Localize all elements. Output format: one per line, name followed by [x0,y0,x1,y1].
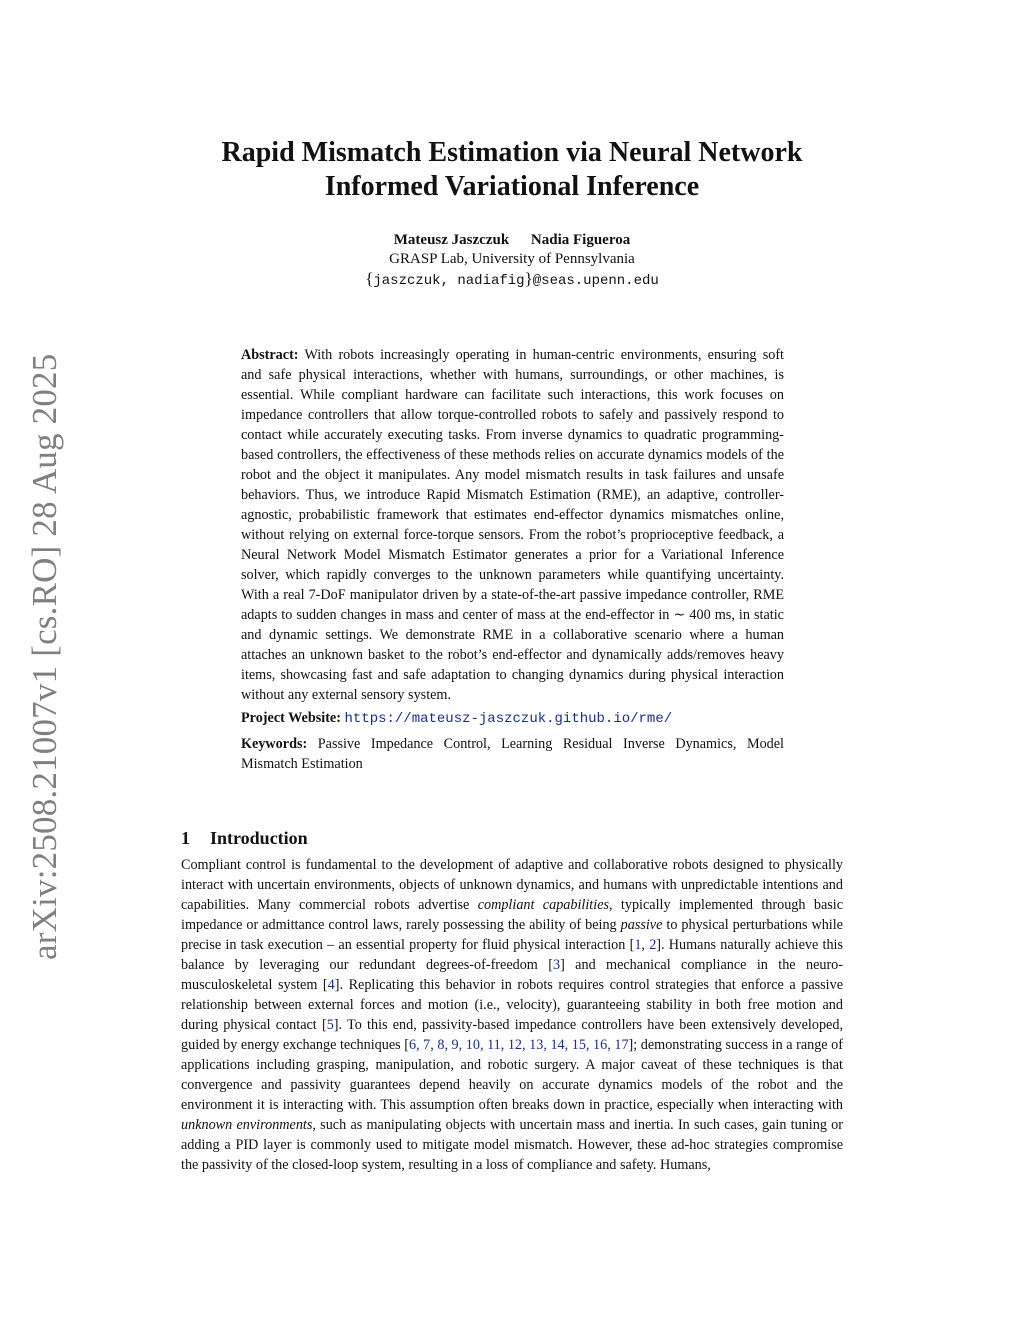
section-heading-introduction [181,827,308,849]
email-domain: @seas.upenn.edu [532,273,659,289]
author-name: Mateusz Jaszczuk [393,232,510,248]
email-brace-open: { [365,269,374,288]
author-names [100,231,924,250]
abstract-text: With robots increasingly operating in human-centric environments, ensuring soft and safe physical interactions, whether with humans, surroundings, or other machines, is essential. While compliant hardware can facilitate such interactions, this work focuses on impedance controllers that allow torque-controlled robots to safely and passively respond to contact while accurately executing tasks. From inverse dynamics to quadratic programming-based controllers, the effectiveness of these methods relies on accurate dynamics models of the robot and the object it manipulates. Any model mismatch results in task failures and unsafe behaviors. Thus, we introduce Rapid Mismatch Estimation (RME), an adaptive, controller-agnostic, probabilistic framework that estimates end-effector dynamics mismatches online, without relying on external force-torque sensors. From the robot’s proprioceptive feedback, a Neural Network Model Mismatch Estimator generates a prior for a Variational Inference solver, which rapidly converges to the unknown parameters while quantifying uncertainty. With a real 7-DoF manipulator driven by a state-of-the-art passive impedance controller, RME adapts to sudden changes in mass and center of mass at the end-effector in [241,347,784,623]
intro-text: ]. Humans naturally achieve this balance by leveraging our redundant degrees-of-freedom [ [181,937,843,973]
abstract-label: Abstract: [241,347,299,363]
citation-link[interactable]: 1 [634,937,642,953]
keywords [241,734,784,774]
project-website [241,708,784,729]
keywords-label: Keywords: [241,736,308,752]
paper-title [100,136,924,204]
abstract-section [241,345,784,774]
author-affiliation: GRASP Lab, University of Pennsylvania [389,251,635,267]
intro-text: , [641,937,650,953]
title-line-2: Informed Variational Inference [324,171,700,202]
introduction-paragraph [181,855,843,1175]
citation-link-group[interactable]: 6, 7, 8, 9, 10, 11, 12, 13, 14, 15, 16, 17 [408,1037,629,1053]
citation-link[interactable]: 2 [649,937,657,953]
citation-link[interactable]: 4 [327,977,335,993]
intro-emphasis: passive [620,917,663,933]
author-name: Nadia Figueroa [530,232,631,248]
email-brace-close: } [524,269,533,288]
intro-text: ] and mechanical compliance in the neuro-musculoskeletal system [ [181,957,843,993]
intro-text: ]; demonstrating success in a range of applications including grasping, manipulation, and robotic surgery. A major caveat of these techniques is that convergence and passivity guarantees depend heavily on accurate dynamics models of the robot and the environment it is interacting with. This assumption often breaks down in practice, especially when interacting with [181,1037,843,1113]
citation-link[interactable]: 5 [326,1017,334,1033]
intro-emphasis: compliant capabilities [477,897,610,913]
intro-text: , such as manipulating objects with uncertain mass and inertia. In such cases, gain tuning or adding a PID layer is commonly used to mitigate model mismatch. However, these ad-hoc strategies compromise the passivity of the closed-loop system, resulting in a loss of compliance and safety. Humans, [181,1117,843,1173]
intro-text: , typically implemented through basic impedance or admittance control laws, rarely possessing the ability of being [181,897,844,933]
intro-text: ]. To this end, passivity-based impedance controllers have been extensively developed, guided by energy exchange techniques [ [181,1017,843,1053]
abstract-text: ms, in static and dynamic settings. We demonstrate RME in a collaborative scenario where a human attaches an unknown basket to the robot’s end-effector and dynamically adds/removes heavy items, showcasing fast and safe adaptation to changing dynamics during physical interaction without any external sensory system. [241,607,784,703]
author-email [100,269,924,291]
intro-text: to physical perturbations while precise in task execution – an essential property for fluid physical interaction [ [181,917,843,953]
section-number: 1 [181,828,190,848]
website-label: Project Website: [241,710,341,726]
project-website-link[interactable]: https://mateusz-jaszczuk.github.io/rme/ [344,711,673,727]
intro-text: Compliant control is fundamental to the development of adaptive and collaborative robots designed to physically interact with uncertain environments, objects of unknown dynamics, and humans with unpredictable intentions and capabilities. Many commercial robots advertise [181,857,843,913]
intro-emphasis: unknown environments [181,1117,313,1133]
author-block [100,231,924,291]
section-title: Introduction [210,828,308,848]
arxiv-identifier-stamp: arXiv:2508.21007v1 [cs.RO] 28 Aug 2025 [25,353,64,960]
keywords-text: Passive Impedance Control, Learning Residual Inverse Dynamics, Model Mismatch Estimation [241,736,784,772]
abstract-approx-value: ∼ 400 [673,607,711,623]
citation-link[interactable]: 3 [552,957,561,973]
email-users: jaszczuk, nadiafig [373,273,525,289]
abstract-paragraph [241,345,784,705]
intro-text: ]. Replicating this behavior in robots requires control strategies that enforce a passive relationship between external forces and motion (i.e., velocity), guaranteeing stability in both free motion and during physical contact [ [181,977,844,1033]
title-line-1: Rapid Mismatch Estimation via Neural Network [221,137,803,168]
